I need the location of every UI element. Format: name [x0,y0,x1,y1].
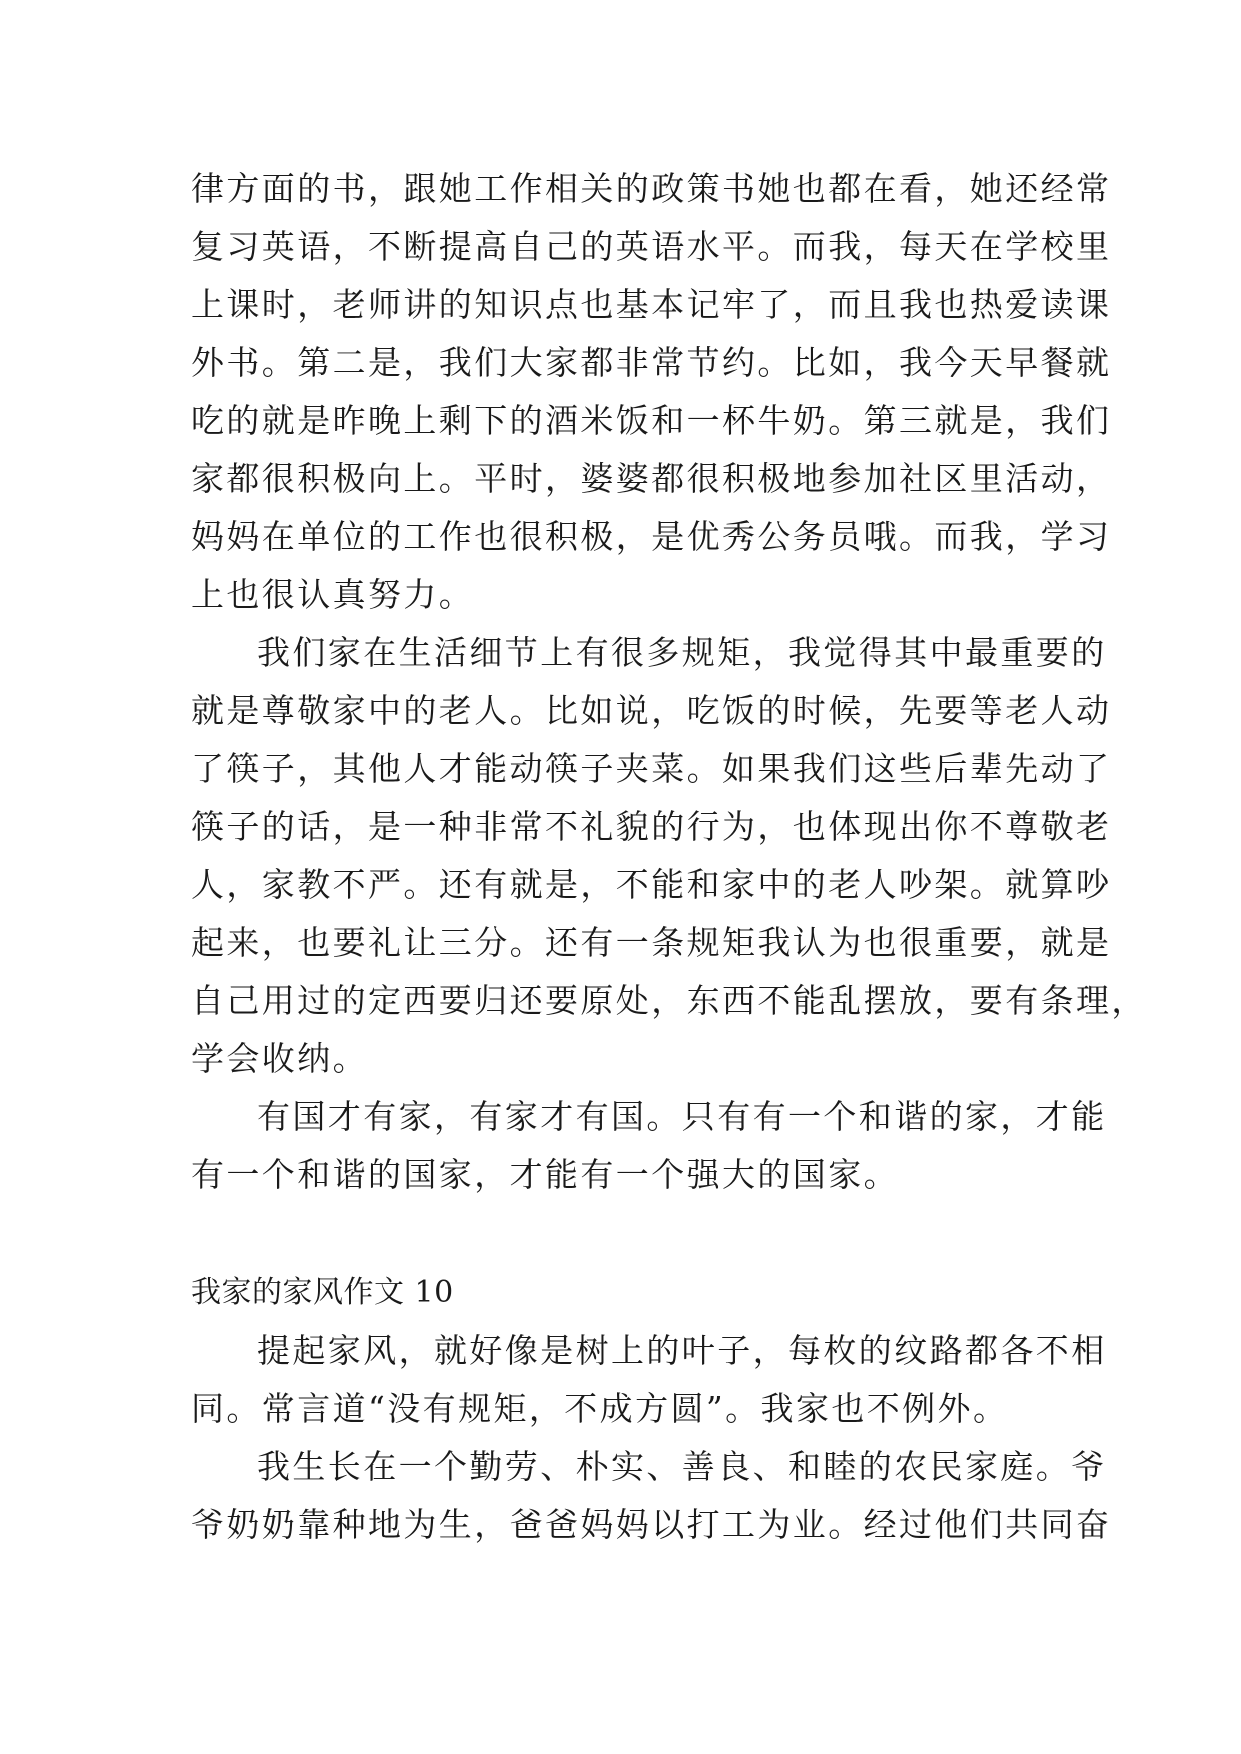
text-line: 就是尊敬家中的老人。比如说，吃饭的时候，先要等老人动 [191,691,1112,730]
text-line: 学会收纳。 [191,1039,368,1078]
text-line: 爷奶奶靠种地为生，爸爸妈妈以打工为业。经过他们共同奋 [191,1505,1112,1544]
paragraph [191,1438,1112,1554]
text-line: 家都很积极向上。平时，婆婆都很积极地参加社区里活动， [191,459,1112,498]
section-title: 我家的家风作文 10 [191,1275,454,1310]
text-line: 妈妈在单位的工作也很积极，是优秀公务员哦。而我，学习 [191,517,1112,556]
section-gap [191,1204,1061,1264]
text-line: 上课时，老师讲的知识点也基本记牢了，而且我也热爱读课 [191,285,1112,324]
text-line: 外书。第二是，我们大家都非常节约。比如，我今天早餐就 [191,343,1112,382]
text-line: 上也很认真努力。 [191,575,475,614]
text-line: 有国才有家，有家才有国。只有有一个和谐的家，才能 [257,1097,1107,1136]
text-line: 人，家教不严。还有就是，不能和家中的老人吵架。就算吵 [191,865,1112,904]
text-line: 律方面的书，跟她工作相关的政策书她也都在看，她还经常 [191,169,1112,208]
text-line: 有一个和谐的国家，才能有一个强大的国家。 [191,1155,899,1194]
paragraph [191,1322,1107,1438]
text-line: 筷子的话，是一种非常不礼貌的行为，也体现出你不尊敬老 [191,807,1112,846]
paragraph [191,160,1112,624]
paragraph [191,624,1147,1088]
paragraph [191,1088,1107,1204]
text-line: 提起家风，就好像是树上的叶子，每枚的纹路都各不相 [257,1331,1107,1370]
text-line: 了筷子，其他人才能动筷子夹菜。如果我们这些后辈先动了 [191,749,1112,788]
text-line: 自己用过的定西要归还要原处，东西不能乱摆放，要有条理， [191,981,1147,1020]
document-body [191,160,1147,1554]
text-line: 起来，也要礼让三分。还有一条规矩我认为也很重要，就是 [191,923,1112,962]
text-line: 我生长在一个勤劳、朴实、善良、和睦的农民家庭。爷 [257,1447,1107,1486]
text-line: 复习英语，不断提高自己的英语水平。而我，每天在学校里 [191,227,1112,266]
text-line: 吃的就是昨晚上剩下的酒米饭和一杯牛奶。第三就是，我们 [191,401,1112,440]
text-line: 我们家在生活细节上有很多规矩，我觉得其中最重要的 [257,633,1107,672]
text-line: 同。常言道“没有规矩，不成方圆”。我家也不例外。 [191,1389,1009,1428]
